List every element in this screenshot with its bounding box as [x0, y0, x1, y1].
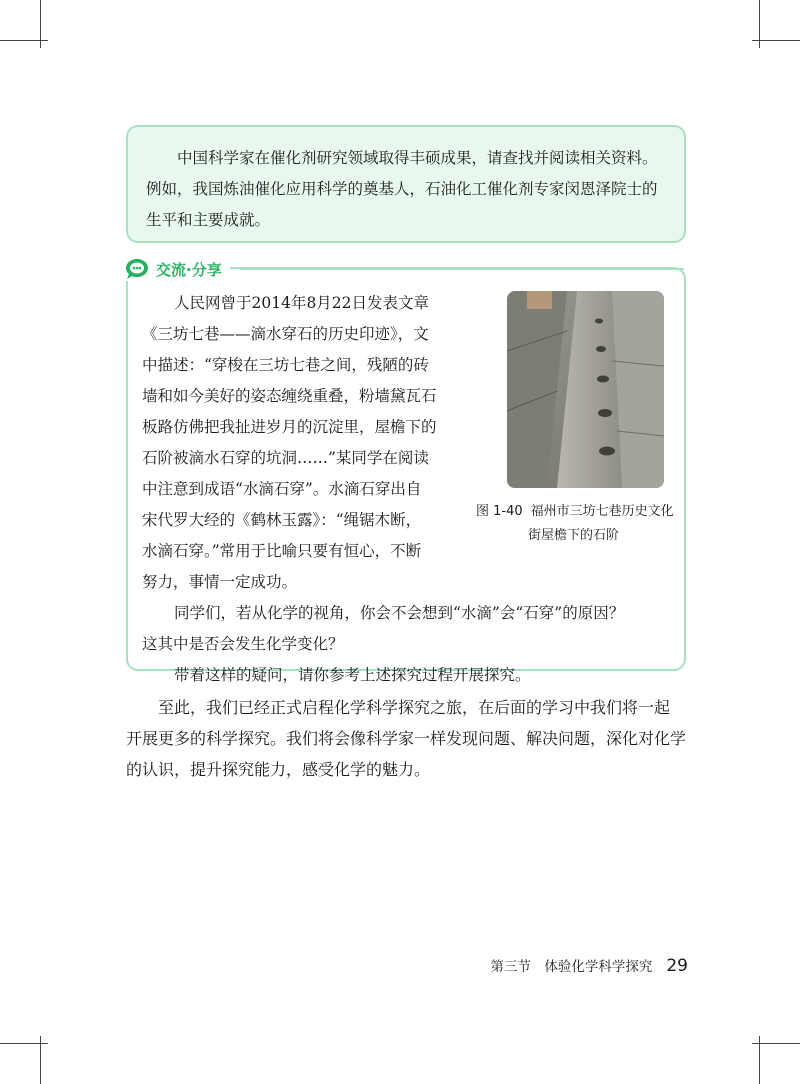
- paragraph-line: 石阶被滴水石穿的坑洞……”某同学在阅读: [142, 449, 429, 467]
- paragraph-line: 宋代罗大经的《鹤林玉露》：“绳锯木断，: [142, 511, 422, 529]
- info-text-line: 生平和主要成就。: [146, 211, 271, 229]
- crop-mark: [0, 1043, 48, 1044]
- section-divider: [240, 268, 684, 270]
- paragraph-line: 这其中是否会发生化学变化？: [142, 635, 344, 653]
- caption-text: 福州市三坊七巷历史文化: [530, 504, 674, 519]
- page-footer: [490, 955, 688, 976]
- crop-mark: [752, 40, 800, 41]
- paragraph-line: 《三坊七巷——滴水穿石的历史印迹》，文: [142, 325, 429, 343]
- caption-text: 街屋檐下的石阶: [528, 528, 620, 543]
- body-line: 开展更多的科学探究。我们将会像科学家一样发现问题、解决问题，深化对化学: [126, 729, 687, 748]
- info-text-line: 中国科学家在催化剂研究领域取得丰硕成果，请查找并阅读相关资料。: [177, 149, 658, 167]
- crop-mark: [0, 40, 48, 41]
- chat-bubble-icon: [124, 258, 150, 280]
- paragraph-line: 同学们，若从化学的视角，你会不会想到“水滴”会“石穿”的原因？: [174, 604, 625, 622]
- page-number: 29: [666, 956, 688, 976]
- body-line: 至此，我们已经正式启程化学科学探究之旅，在后面的学习中我们将一起: [158, 698, 671, 717]
- paragraph-line: 板路仿佛把我扯进岁月的沉淀里，屋檐下的: [142, 418, 437, 436]
- paragraph-line: 水滴石穿。”常用于比喻只要有恒心，不断: [142, 542, 422, 560]
- figure-number: 图 1-40: [476, 504, 523, 519]
- paragraph-line: 中描述：“穿梭在三坊七巷之间，残陋的砖: [142, 356, 429, 374]
- paragraph-line: 墙和如今美好的姿态缠绕重叠，粉墙黛瓦石: [142, 387, 437, 405]
- paragraph-line: 人民网曾于2014年8月22日发表文章: [174, 294, 430, 312]
- info-box: [126, 125, 686, 243]
- paragraph-line: 中注意到成语“水滴石穿”。水滴石穿出自: [142, 480, 422, 498]
- paragraph-line: 带着这样的疑问，请你参考上述探究过程开展探究。: [174, 666, 531, 684]
- body-line: 的认识，提升探究能力，感受化学的魅力。: [126, 760, 431, 779]
- stone-steps-photo: [507, 291, 664, 488]
- info-text-line: 例如，我国炼油催化应用科学的奠基人，石油化工催化剂专家闵恩泽院士的: [146, 180, 658, 198]
- crop-mark: [752, 1043, 800, 1044]
- footer-section-title: 第三节 体验化学科学探究: [490, 959, 653, 975]
- paragraph-line: 努力，事情一定成功。: [142, 573, 298, 591]
- section-header: [124, 257, 230, 281]
- figure-caption: [476, 500, 691, 548]
- section-title: 交流·分享: [156, 260, 222, 279]
